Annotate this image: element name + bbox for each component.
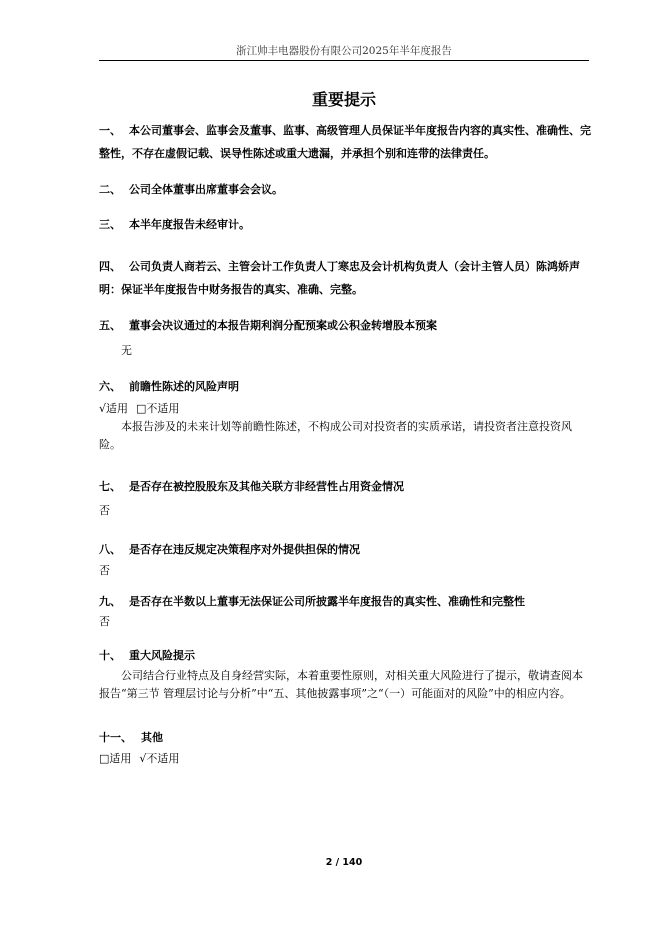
section-number: 十、: [99, 649, 121, 662]
section-number: 七、: [99, 480, 121, 493]
section-number: 四、: [99, 260, 121, 273]
section-text: 是否存在被控股股东及其他关联方非经营性占用资金情况: [129, 480, 404, 493]
section-6: [99, 375, 591, 398]
running-header: 浙江帅丰电器股份有限公司2025年半年度报告: [236, 45, 452, 57]
section-number: 六、: [99, 380, 121, 393]
section-text: 是否存在违反规定决策程序对外提供担保的情况: [129, 543, 360, 556]
section-text: 前瞻性陈述的风险声明: [129, 380, 239, 393]
section-7-body: 否: [99, 504, 110, 517]
section-number: 五、: [99, 319, 121, 332]
section-1: [99, 119, 591, 165]
section-number: 一、: [99, 124, 121, 137]
page-title: 重要提示: [311, 90, 376, 109]
section-10: [99, 644, 591, 667]
section-text: 重大风险提示: [129, 649, 195, 662]
section-5: [99, 314, 591, 337]
section-4: [99, 255, 591, 301]
section-11: [99, 726, 591, 749]
section-text: 公司全体董事出席董事会会议。: [129, 183, 283, 196]
section-number: 三、: [99, 218, 121, 231]
option-applicable: √适用: [99, 402, 129, 415]
section-number: 九、: [99, 595, 121, 608]
section-6-options: [99, 400, 591, 418]
section-6-body: 本报告涉及的未来计划等前瞻性陈述，不构成公司对投资者的实质承诺，请投资者注意投资风险。: [99, 420, 572, 451]
page-number: 2 / 140: [325, 857, 363, 868]
option-not-applicable: √不适用: [139, 752, 180, 765]
section-11-options: [99, 750, 591, 768]
section-text: 董事会决议通过的本报告期利润分配预案或公积金转增股本预案: [129, 319, 437, 332]
section-8-body: 否: [99, 564, 110, 577]
section-9: [99, 590, 591, 613]
header-divider: [99, 60, 589, 61]
section-text: 是否存在半数以上董事无法保证公司所披露半年度报告的真实性、准确性和完整性: [129, 595, 525, 608]
section-number: 八、: [99, 543, 121, 556]
section-7: [99, 475, 591, 498]
section-8: [99, 538, 591, 561]
section-10-body: 公司结合行业特点及自身经营实际，本着重要性原则，对相关重大风险进行了提示，敬请查阅本报告“第三节 管理层讨论与分析”中“五、其他披露事项”之“（一）可能面对的风险”中的相应内容。: [99, 669, 583, 700]
section-text: 本半年度报告未经审计。: [129, 218, 250, 231]
option-applicable: □适用: [99, 752, 132, 765]
section-number: 十一、: [99, 731, 132, 744]
section-text: 本公司董事会、监事会及董事、监事、高级管理人员保证半年度报告内容的真实性、准确性、完整性，不存在虚假记载、误导性陈述或重大遗漏，并承担个别和连带的法律责任。: [99, 124, 591, 160]
section-2: [99, 178, 591, 201]
section-5-body: 无: [121, 344, 132, 357]
section-text: 公司负责人商若云、主管会计工作负责人丁寒忠及会计机构负责人（会计主管人员）陈鸿娇声明：保证半年度报告中财务报告的真实、准确、完整。: [99, 260, 580, 296]
section-3: [99, 213, 591, 236]
section-text: 其他: [141, 731, 163, 744]
option-not-applicable: □不适用: [136, 402, 180, 415]
section-9-body: 否: [99, 615, 110, 628]
section-number: 二、: [99, 183, 121, 196]
